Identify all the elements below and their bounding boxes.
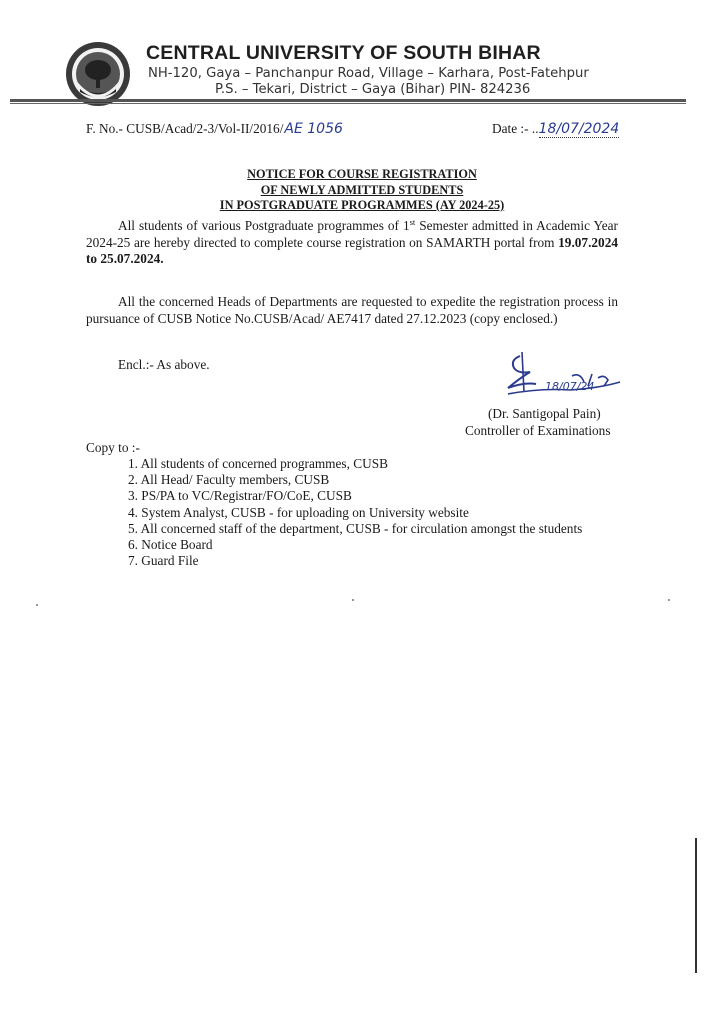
- date-handwritten: 18/07/2024: [538, 121, 620, 137]
- copy-to-item: 2. All Head/ Faculty members, CUSB: [128, 472, 330, 488]
- file-number-handwritten: AE 1056: [284, 121, 343, 137]
- header-rule-thick: [10, 99, 686, 102]
- para1-superscript: st: [409, 217, 416, 227]
- para1-text-b: Semester admitted in Academic Year 2024-25 are hereby directed to complete course registration on SAMARTH portal from: [86, 218, 618, 250]
- copy-to-item: 6. Notice Board: [128, 537, 213, 553]
- address-line-1: NH-120, Gaya – Panchanpur Road, Village – Karhara, Post-Fatehpur: [148, 66, 589, 81]
- signature-date: 18/07/24: [545, 380, 595, 393]
- copy-to-item: 7. Guard File: [128, 553, 199, 569]
- notice-date: [492, 121, 619, 137]
- copy-to-item: 1. All students of concerned programmes, CUSB: [128, 456, 388, 471]
- title-line-2: OF NEWLY ADMITTED STUDENTS: [260, 182, 464, 197]
- university-seal-logo: [64, 40, 132, 108]
- scan-edge-line: [695, 838, 697, 973]
- file-number: [86, 121, 343, 137]
- header-rule-thin: [10, 103, 686, 104]
- copy-to-item: 4. System Analyst, CUSB - for uploading on University website: [128, 504, 469, 520]
- title-line-3: IN POSTGRADUATE PROGRAMMES (AY 2024-25): [219, 198, 505, 212]
- scan-speck: [352, 599, 354, 601]
- file-number-label: F. No.- CUSB/Acad/2-3/Vol-II/2016/: [86, 121, 284, 136]
- handwritten-signature: [500, 348, 625, 408]
- address-line-2: P.S. – Tekari, District – Gaya (Bihar) PIN- 824236: [215, 82, 531, 97]
- paragraph-registration: [86, 218, 618, 268]
- para1-text-a: All students of various Postgraduate programmes of 1: [118, 218, 410, 233]
- signatory-designation: Controller of Examinations: [465, 423, 611, 438]
- copy-to-label: Copy to :-: [86, 440, 140, 455]
- copy-to-item: 3. PS/PA to VC/Registrar/FO/CoE, CUSB: [128, 488, 352, 504]
- notice-title: [0, 167, 724, 214]
- university-name: CENTRAL UNIVERSITY OF SOUTH BIHAR: [146, 42, 541, 64]
- scan-speck: [36, 604, 38, 606]
- para1-dates: 19.07.2024 to 25.07.2024.: [86, 234, 618, 266]
- signatory-name: (Dr. Santigopal Pain): [488, 406, 601, 421]
- scan-speck: [668, 599, 670, 601]
- title-line-1: NOTICE FOR COURSE REGISTRATION: [247, 167, 477, 181]
- copy-to-item: 5. All concerned staff of the department, CUSB - for circulation amongst the students: [128, 520, 583, 536]
- date-label: Date :- ..: [492, 121, 539, 136]
- paragraph-heads-request: All the concerned Heads of Departments are requested to expedite the registration process in pursuance of CUSB Notice No.CUSB/Acad/ AE7417 dated 27.12.2023 (copy enclosed.): [86, 294, 618, 326]
- copy-to-list: [128, 456, 582, 569]
- enclosure-note: Encl.:- As above.: [118, 357, 210, 372]
